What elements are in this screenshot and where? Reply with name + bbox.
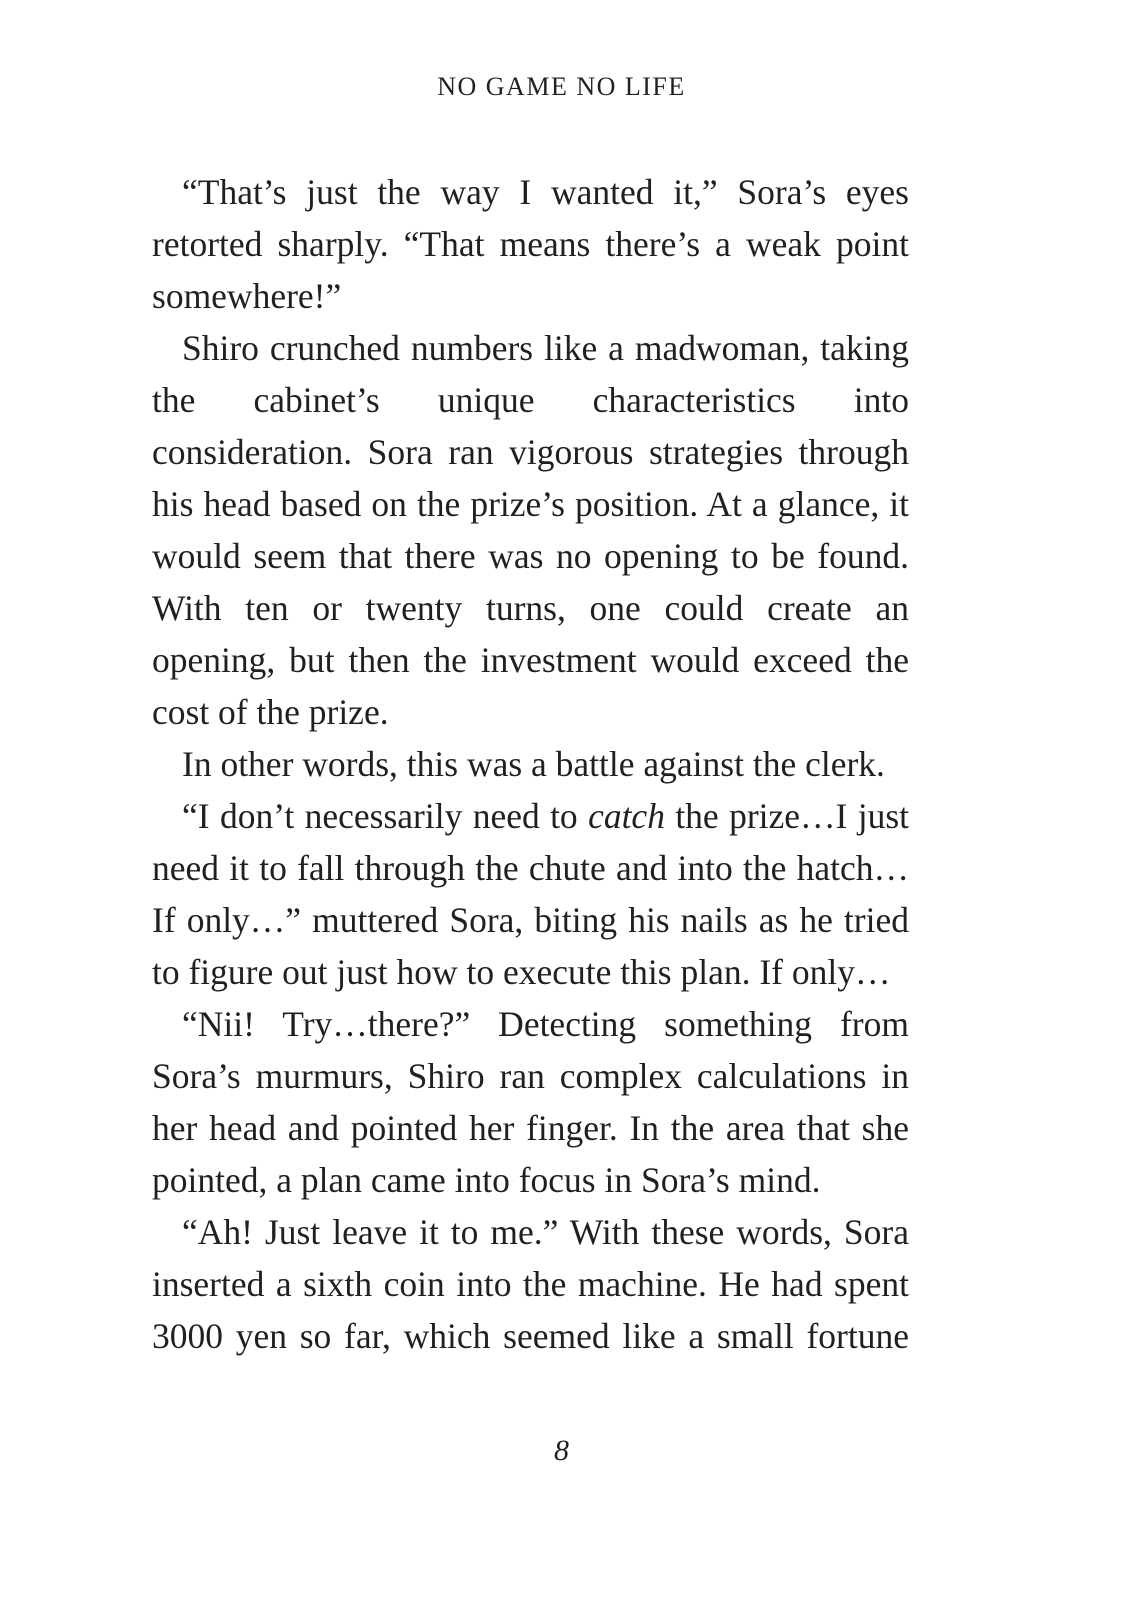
body-text [152,166,909,1362]
paragraph-3: In other words, this was a battle against the clerk. [182,744,885,784]
running-head: NO GAME NO LIFE [437,72,686,101]
paragraph-6: “Ah! Just leave it to me.” With these words, Sora inserted a sixth coin into the machine. He had spent 3000 yen so far, which seemed like a small fortune [152,1212,909,1356]
paragraph-4 [152,790,909,998]
emphasized-word: catch [588,796,665,836]
paragraph-2: Shiro crunched numbers like a madwoman, taking the cabinet’s unique characteristics into consideration. Sora ran vigorous strategies through his head based on the prize’s position. At a glance, it would seem that there was no opening to be found. With ten or twenty turns, one could create an opening, but then the investment would exceed the cost of the prize. [152,328,909,732]
paragraph-4-end: the prize…I just need it to fall through the chute and into the hatch… If only…” muttered Sora, biting his nails as he tried to figure out just how to execute this plan. If only… [152,796,909,992]
paragraph-4-start: “I don’t necessarily need to [182,796,589,836]
paragraph-5: “Nii! Try…there?” Detecting something from Sora’s murmurs, Shiro ran complex calculations in her head and pointed her finger. In the area that she pointed, a plan came into focus in Sora’s mind. [152,1004,909,1200]
paragraph-1: “That’s just the way I wanted it,” Sora’s eyes retorted sharply. “That means there’s a weak point somewhere!” [152,172,909,316]
page-number: 8 [554,1434,569,1467]
